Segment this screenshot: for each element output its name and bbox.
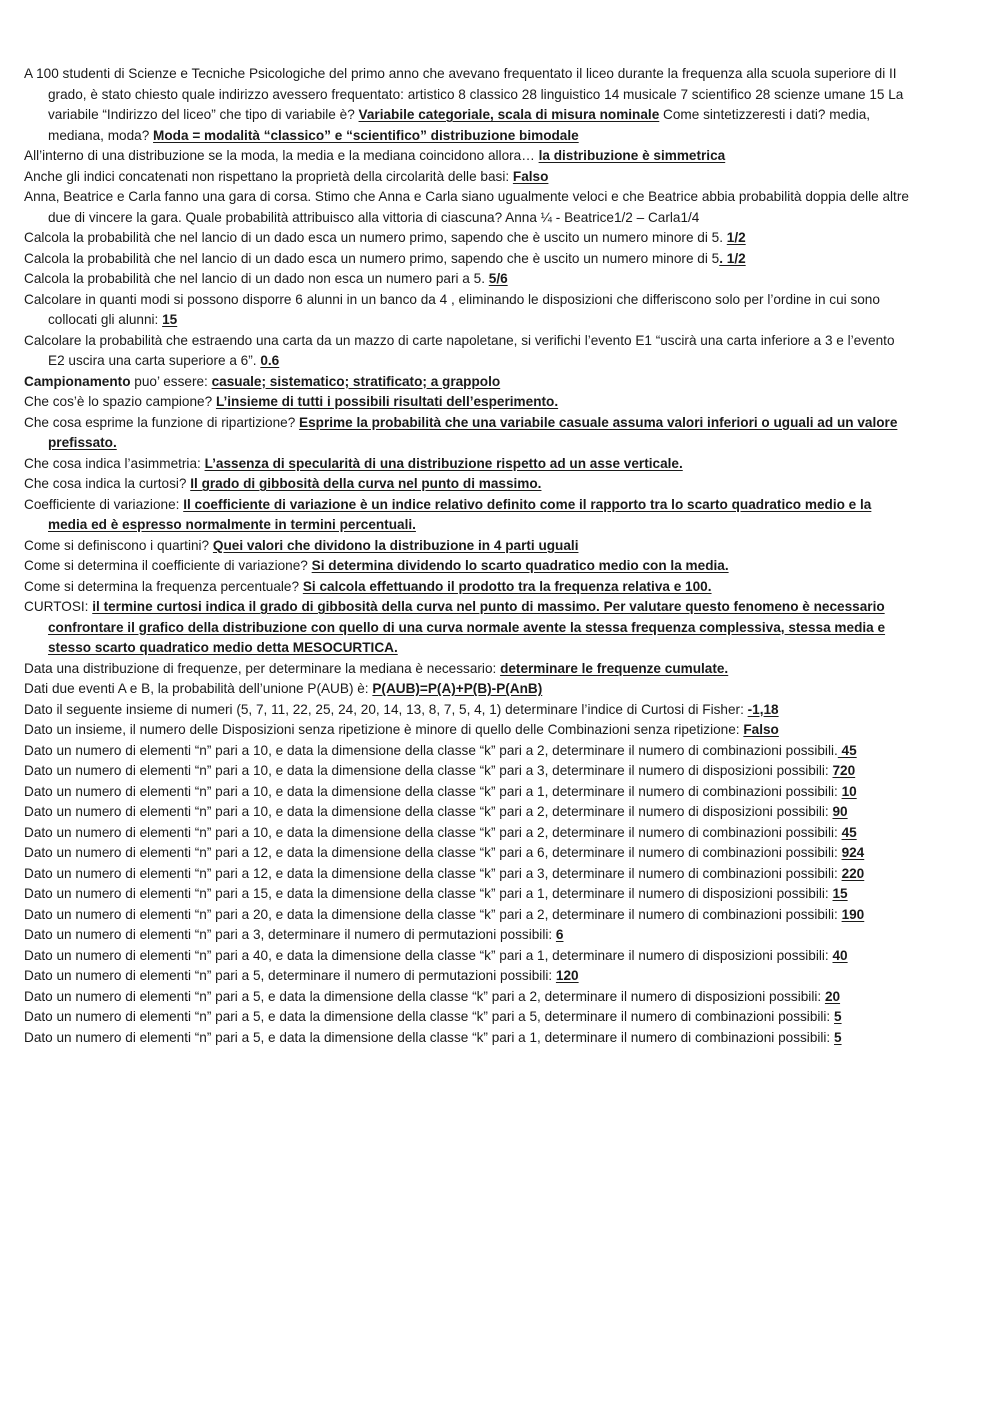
question: Anche gli indici concatenati non rispettano la proprietà della circolarità delle basi: bbox=[24, 168, 513, 184]
document-body bbox=[24, 64, 914, 1048]
entry bbox=[24, 392, 914, 413]
question: Come si determina la frequenza percentuale? bbox=[24, 578, 303, 594]
entry bbox=[24, 905, 914, 926]
answer: 924 bbox=[841, 845, 865, 860]
entry bbox=[24, 474, 914, 495]
term-label: Campionamento bbox=[24, 373, 131, 389]
answer: casuale; sistematico; stratificato; a grappolo bbox=[211, 373, 501, 389]
answer: P(AUB)=P(A)+P(B)-P(AnB) bbox=[372, 681, 543, 696]
entry bbox=[24, 228, 914, 249]
answer: Quei valori che dividono la distribuzione in 4 parti uguali bbox=[212, 537, 579, 553]
question: Data una distribuzione di frequenze, per determinare la mediana è necessario: bbox=[24, 660, 501, 676]
answer: Moda = modalità “classico” e “scientifico” distribuzione bimodale bbox=[153, 127, 579, 143]
question: Dato un numero di elementi “n” pari a 12, e data la dimensione della classe “k” pari a 6, determinare il numero di combinazioni possibili: bbox=[24, 845, 842, 860]
question: Calcolare in quanti modi si possono disporre 6 alunni in un banco da 4 , eliminando le disposizioni che differiscono solo per l’ordine in cui sono collocati gli alunni: bbox=[24, 291, 880, 327]
question: Dati due eventi A e B, la probabilità dell’unione P(AUB) è: bbox=[24, 681, 373, 696]
entry bbox=[24, 597, 914, 659]
answer: 120 bbox=[555, 968, 579, 983]
question: CURTOSI: bbox=[24, 599, 93, 614]
question: Che cosa esprime la funzione di ripartizione? bbox=[24, 414, 300, 430]
question: Come sintetizzeresti i dati? media, mediana, moda? bbox=[48, 107, 871, 143]
answer: 220 bbox=[841, 865, 865, 881]
answer: L’assenza di specularità di una distribuzione rispetto ad un asse verticale. bbox=[204, 455, 683, 471]
answer: 15 bbox=[832, 886, 848, 901]
entry bbox=[24, 167, 914, 188]
question: Dato un numero di elementi “n” pari a 10, e data la dimensione della classe “k” pari a 2, determinare il numero di combinazioni possibili. bbox=[24, 742, 838, 758]
entry bbox=[24, 987, 914, 1008]
question: Anna, Beatrice e Carla fanno una gara di corsa. Stimo che Anna e Carla siano ugualmente veloci e che Beatrice abbia probabilità doppia delle altre due di vincere la gara. Quale probabilità attribuisco alla vittoria di ciascuna? Anna ¼ - Beatrice1/2 – Carla1/4 bbox=[24, 189, 909, 225]
answer: Variabile categoriale, scala di misura nominale bbox=[358, 107, 660, 122]
entry bbox=[24, 700, 914, 721]
entry bbox=[24, 782, 914, 803]
question: Calcola la probabilità che nel lancio di un dado esca un numero primo, sapendo che è uscito un numero minore di 5. bbox=[24, 230, 727, 245]
entry bbox=[24, 495, 914, 536]
answer: 5/6 bbox=[488, 271, 508, 286]
answer: 10 bbox=[841, 783, 857, 799]
question: Dato un insieme, il numero delle Disposizioni senza ripetizione è minore di quello delle Combinazioni senza ripetizione: bbox=[24, 722, 744, 737]
answer: 190 bbox=[841, 906, 865, 922]
entry bbox=[24, 720, 914, 741]
question: All’interno di una distribuzione se la moda, la media e la mediana coincidono allora… bbox=[24, 148, 539, 163]
entry bbox=[24, 577, 914, 598]
question: Calcola la probabilità che nel lancio di un dado non esca un numero pari a 5. bbox=[24, 271, 489, 286]
entry bbox=[24, 64, 914, 146]
answer: la distribuzione è simmetrica bbox=[538, 148, 726, 163]
answer: Falso bbox=[743, 722, 779, 737]
answer: 5 bbox=[834, 1009, 842, 1024]
question: Dato un numero di elementi “n” pari a 5, determinare il numero di permutazioni possibili: bbox=[24, 968, 556, 983]
answer: 0.6 bbox=[260, 353, 280, 368]
entry bbox=[24, 966, 914, 987]
answer: determinare le frequenze cumulate. bbox=[500, 660, 729, 676]
entry bbox=[24, 331, 914, 372]
entry bbox=[24, 290, 914, 331]
entry bbox=[24, 146, 914, 167]
entry bbox=[24, 843, 914, 864]
question: Che cos’è lo spazio campione? bbox=[24, 394, 216, 409]
question: Dato un numero di elementi “n” pari a 3, determinare il numero di permutazioni possibili: bbox=[24, 927, 556, 942]
answer: 720 bbox=[832, 763, 856, 778]
entry bbox=[24, 741, 914, 762]
question: Dato un numero di elementi “n” pari a 15, e data la dimensione della classe “k” pari a 1, determinare il numero di disposizioni possibili: bbox=[24, 886, 833, 901]
question: puo’ essere: bbox=[130, 373, 212, 389]
question: Dato un numero di elementi “n” pari a 40, e data la dimensione della classe “k” pari a 1, determinare il numero di disposizioni possibili: bbox=[24, 947, 833, 963]
question: Dato un numero di elementi “n” pari a 10, e data la dimensione della classe “k” pari a 1, determinare il numero di combinazioni possibili: bbox=[24, 783, 842, 799]
answer: 40 bbox=[832, 947, 848, 963]
question: Dato un numero di elementi “n” pari a 5, e data la dimensione della classe “k” pari a 5, determinare il numero di combinazioni possibili: bbox=[24, 1009, 834, 1024]
answer: 15 bbox=[162, 312, 178, 327]
answer: Il coefficiente di variazione è un indice relativo definito come il rapporto tra lo scarto quadratico medio e la media ed è espresso normalmente in termini percentuali. bbox=[48, 496, 872, 532]
entry bbox=[24, 372, 914, 393]
answer: il termine curtosi indica il grado di gibbosità della curva nel punto di massimo. Per valutare questo fenomeno è necessario confrontare il grafico della distribuzione con quello di una curva normale avente la stessa frequenza complessiva, stessa media e stesso scarto quadratico medio detta MESOCURTICA. bbox=[48, 599, 886, 655]
question: Calcola la probabilità che nel lancio di un dado esca un numero primo, sapendo che è uscito un numero minore di 5 bbox=[24, 250, 720, 266]
answer: Falso bbox=[512, 168, 549, 184]
question: Dato un numero di elementi “n” pari a 10, e data la dimensione della classe “k” pari a 2, determinare il numero di disposizioni possibili: bbox=[24, 804, 833, 819]
entry bbox=[24, 884, 914, 905]
answer: 6 bbox=[555, 927, 564, 942]
question: Che cosa indica l’asimmetria: bbox=[24, 455, 205, 471]
answer: Esprime la probabilità che una variabile casuale assuma valori inferiori o uguali ad un valore prefissato. bbox=[48, 414, 898, 450]
answer: 5 bbox=[834, 1029, 842, 1045]
question: Dato un numero di elementi “n” pari a 5, e data la dimensione della classe “k” pari a 1, determinare il numero di combinazioni possibili: bbox=[24, 1029, 834, 1045]
answer: 20 bbox=[824, 988, 841, 1004]
question: Come si determina il coefficiente di variazione? bbox=[24, 558, 312, 573]
answer: L’insieme di tutti i possibili risultati dell’esperimento. bbox=[215, 394, 559, 409]
question: Dato un numero di elementi “n” pari a 5, e data la dimensione della classe “k” pari a 2, determinare il numero di disposizioni possibili: bbox=[24, 988, 825, 1004]
entry bbox=[24, 946, 914, 967]
answer: -1,18 bbox=[747, 701, 779, 717]
entry bbox=[24, 761, 914, 782]
entry bbox=[24, 823, 914, 844]
entry bbox=[24, 925, 914, 946]
question: Dato un numero di elementi “n” pari a 10, e data la dimensione della classe “k” pari a 3, determinare il numero di disposizioni possibili: bbox=[24, 763, 833, 778]
question: Che cosa indica la curtosi? bbox=[24, 476, 191, 491]
entry bbox=[24, 679, 914, 700]
question: Come si definiscono i quartini? bbox=[24, 537, 213, 553]
answer: Si determina dividendo lo scarto quadratico medio con la media. bbox=[311, 558, 729, 573]
question: A 100 studenti di Scienze e Tecniche Psicologiche del primo anno che avevano frequentato il liceo durante la frequenza alla scuola superiore di II grado, è stato chiesto quale indirizzo avessero frequentato: artistico 8 classico 28 linguistico 14 musicale 7 scientifico 28 scienze umane 15 La variabile “Indirizzo del liceo” che tipo di variabile è? bbox=[24, 66, 904, 122]
question: Dato un numero di elementi “n” pari a 20, e data la dimensione della classe “k” pari a 2, determinare il numero di combinazioni possibili: bbox=[24, 906, 842, 922]
entry bbox=[24, 864, 914, 885]
entry bbox=[24, 1028, 914, 1049]
question: Calcolare la probabilità che estraendo una carta da un mazzo di carte napoletane, si verifichi l’evento E1 “uscirà una carta inferiore a 3 e l’evento E2 uscira una carta superiore a 6”. bbox=[24, 332, 895, 368]
answer: 90 bbox=[832, 804, 848, 819]
answer: 1/2 bbox=[726, 230, 746, 245]
answer: Il grado di gibbosità della curva nel punto di massimo. bbox=[190, 476, 542, 491]
entry bbox=[24, 187, 914, 228]
entry bbox=[24, 269, 914, 290]
entry bbox=[24, 659, 914, 680]
entry bbox=[24, 249, 914, 270]
question: Dato un numero di elementi “n” pari a 10, e data la dimensione della classe “k” pari a 2, determinare il numero di combinazioni possibili: bbox=[24, 824, 842, 840]
question: Dato un numero di elementi “n” pari a 12, e data la dimensione della classe “k” pari a 3, determinare il numero di combinazioni possibili: bbox=[24, 865, 842, 881]
entry bbox=[24, 454, 914, 475]
entry bbox=[24, 1007, 914, 1028]
answer: 45 bbox=[841, 824, 857, 840]
question: Dato il seguente insieme di numeri (5, 7, 11, 22, 25, 24, 20, 14, 13, 8, 7, 5, 4, 1) determinare l’indice di Curtosi di Fisher: bbox=[24, 701, 748, 717]
entry bbox=[24, 802, 914, 823]
question: Coefficiente di variazione: bbox=[24, 496, 184, 512]
answer: 45 bbox=[837, 742, 857, 758]
answer: . 1/2 bbox=[719, 250, 746, 266]
entry bbox=[24, 413, 914, 454]
entry bbox=[24, 536, 914, 557]
answer: Si calcola effettuando il prodotto tra la frequenza relativa e 100. bbox=[302, 578, 712, 594]
entry bbox=[24, 556, 914, 577]
